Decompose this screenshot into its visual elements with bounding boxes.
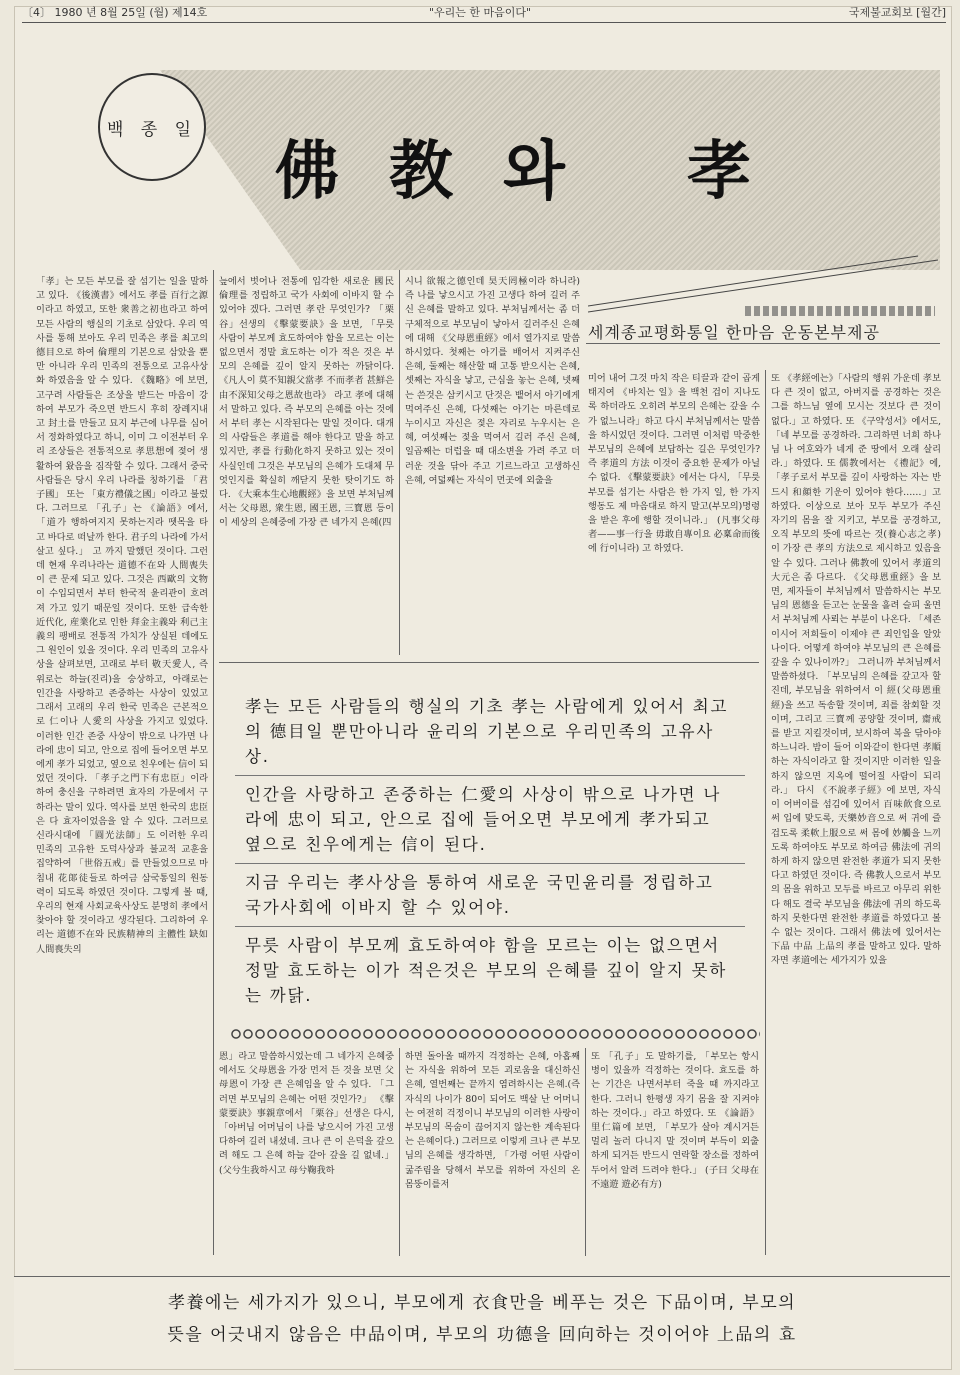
text-column-1: 「孝」는 모든 부모를 잘 섬기는 일을 말하고 있다. 《後漢書》에서도 孝를 百行之源이라고 하였고, 또한 衆善之初也라고 하여 모든 사람의 행실의 기초로 삼았다. 우리 역사를 통해 보아도 우리 민족은 孝를 최고의 德目으로 하여 倫理의 기본으로 삼았을 뿐만 아니라 우리 민족의 전통으로 고유사상화 하였음을 알 수 있다. 《魏略》에 보면, 고구려 사람들은 조상을 받드는 마음이 강하여 부모가 죽으면 반드시 후히 장례지내고 封土를 만들고 묘지 부근에 나무를 심어서 정화하였다고 하니, 이미 그 이전부터 우리 조상들은 전통적으로 孝思想에 젖어 생활하여 왔음을 짐작할 수 있다. 그래서 중국사람들은 당시 우리 나라를 칭하기를 「君子國」 또는 「東方禮儀之國」이라고 불렀다. 그러므로 「孔子」는 《論語》에서, 「道가 행하여지지 못하는지라 뗏목을 타고 바다로 떠날까 한다. 君子의 나라에 가서 살고 싶다.」 고 까지 말했던 것이다. 그런데 현재 우리나라는 道德不在와 人間喪失이 큰 문제 되고 있다. 그것은 西歐의 文物이 수입되면서 부터 한국적 윤리관이 흐려져 가고 있기 때문일 것이다. 또한 급속한 近代化, 産業化로 인한 拜金主義와 利己主義의 팽배로 전통적 가치가 상실된 데에도 그 원인이 있을 것이다. 우리 민족의 고유사상을 살펴보면, 고래로 부터 敬天愛人, 즉 위로는 하늘(진리)을 숭상하고, 아래로는 인간을 사랑하고 존중하는 사상이 있었고 그래서 고래의 우리 한국 민족은 근본적으로 仁이나 人愛의 사상을 가지고 있었다. 이러한 인간 존중 사상이 밖으로 나가면 나라에 忠이 되고, 안으로 집에 들어오면 부모에게 孝가 되었고, 옆으로 친우에는 信이 되었던 것이다. 「孝子之門下有忠臣」이라 하여 충신을 구하려면 효자의 가문에서 구하라는 말이 있다. 역사를 보면 한국의 忠臣은 다 효자이었음을 알 수 있다. 그러므로 신라시대에 「圓光法師」도 이러한 우리 민족의 고유한 도덕사상과 불교적 교훈을 집약하여 「世俗五戒」를 만들었으므로 마침내 花郞徒들로 하여금 삼국통일의 원동력이 되도록 하였던 것이다. 그렇게 볼 때, 우리의 현재 사회교육사상도 분명히 孝에서 찾아야 할 것이라고 생각된다. 그리하여 우리는 道德不在와 民族精神의 主體性 缺如 人間喪失의 [36,276,208,955]
column-rule [213,270,214,1255]
column-rule [765,370,766,1255]
pull-quote-text: 무릇 사람이 부모께 효도하여야 함을 모르는 이는 없으면서 정말 효도하는 이가 적은것은 부모의 은혜를 깊이 알지 못하는 까닭. [245,936,728,1005]
author-name: 백 종 일 [98,73,206,181]
pull-quote-text: 인간을 사랑하고 존중하는 仁愛의 사상이 밖으로 나가면 나라에 忠이 되고, 안으로 집에 들어오면 부모에게 孝가되고 옆으로 친우에게는 信이 된다. [245,785,722,854]
article-subtitle: 세계종교평화통일 한마음 운동본부제공 [588,323,880,342]
column-rule [399,270,400,655]
article-title: 佛教와 孝 [275,134,802,209]
pull-quote-block [235,688,745,776]
text-column-8: 또 「孔子」도 말하기를, 「부모는 항시 병이 있을까 걱정하는 것이다. 효도를 하는 기간은 나면서부터 죽을 때 까지라고 한다. 그러니 한평생 자기 몸을 잘 지켜야 하는 것이다.」라고 하였다. 또 《論語》里仁篇에 보면, 「부모가 살아 계시거든 멀리 놀러 다니지 말 것이며 부득이 외출하게 되거든 반드시 연락할 장소를 정하여 두어서 알려 드려야 한다.」 (子曰 父母在 不遠遊 遊必有方) [591,1051,759,1190]
chain-ornament [230,1028,760,1040]
pull-quote-block [235,927,745,1014]
text-column-3: 시니 欲報之德인데 昊天罔極이라 하니라) 즉 나를 낳으시고 가진 고생다 하여 길러 주신 은혜를 말하고 있다. 부처님께서는 좀 더 구체적으로 부모님이 낳아서 길러주신 은혜에 대해 《父母恩重經》에서 열가지로 말씀하시었다. 첫째는 아기를 배어서 지켜주신 은혜, 둘째는 해산할 때 고통 받으시는 은혜, 셋째는 자식을 낳고, 근심을 놓는 은혜, 넷째는 쓴것은 삼키시고 단것은 뱉어서 아기에게 먹여주신 은혜, 다섯째는 아기는 마른데로 누이시고 자신은 젖은 자리로 누우시는 은혜, 여섯째는 젖을 먹여서 길러 주신 은혜, 일곱째는 더럽을 때 대소변을 가려 주고 더러운 것을 닦아 주고 기르느라고 고생하신 은혜, 여덟째는 자식이 먼곳에 외출을 [405,276,580,486]
header-publication-name: 국제불교회보 [월간] [848,6,946,19]
pull-quote-text: 지금 우리는 孝사상을 통하여 새로운 국민윤리를 정립하고 국가사회에 이바지 할 수 있어야. [245,873,714,917]
pull-quote-top-rule [219,662,759,663]
subtitle-rule [586,343,940,344]
text-column-4: 미어 내어 그것 마치 작은 티끌과 같이 곱게 태지여 《바치는 일》을 백천 겁이 지나도록 하더라도 오히려 부모의 은혜는 갚을 수가 없느니라」하고 다시 부처님께서는 말씀을 하시었던 것이다. 그러면 이처럼 막중한 부모님의 은혜에 보답하는 길은 무엇인가? 즉 孝道의 方法 이것이 중요한 문제가 아닐 수 없다. 《擊蒙要訣》에서는 다시, 「무릇 부모를 섬기는 사람은 한 가지 일, 한 가지 행동도 제 마음대로 하지 말고(부모의)명령을 받은 후에 행할 것이니라.」 (凡事父母者——事一行을 毋敢自專이요 必稟命而後에 行이니라) 고 하였다. [588,373,760,555]
text-column-2: 늪에서 벗어나 전통에 입각한 새로운 國民倫理를 정립하고 국가 사회에 이바지 할 수 있어야 겠다. 그러면 孝란 무엇인가? 「栗谷」선생의 《擊蒙要訣》을 보면, 「무릇 사람이 부모께 효도하여야 함을 모르는 이는 없으면서 정말 효도하는 이가 적은 것은 부모의 은혜를 깊이 알지 못하는 까닭이다. 《凡人이 莫不知親父當孝 不而孝者 甚鮮은 由不深知父母之恩故也라》 라고 孝에 대해서 말하고 있다. 즉 부모의 은혜를 아는 것에서 부터 孝는 시작된다는 말일 것이다. 대개의 사람들은 孝道를 해야 한다고 말을 하고 있지만, 孝를 行動化하지 못하고 있는 것이 사실인데 그것은 부모님의 은혜가 도대체 무엇인지를 확실히 깨닫지 못한 탓이기도 하다. 《大乘本生心地觀經》을 보면 부처님께서는 父母恩, 衆生恩, 國王恩, 三寶恩 등이 이 세상의 은혜중에 가장 큰 네가지 은혜(四 [219,276,394,529]
column-rule [585,1048,586,1256]
column-rule [399,1048,400,1256]
pull-quote-text: 孝는 모든 사람들의 행실의 기초 孝는 사람에게 있어서 최고의 德目일 뿐만아니라 윤리의 기본으로 우리민족의 고유사상. [245,697,729,766]
subtitle-ornament [745,306,935,316]
header-rule [22,22,946,23]
pull-quote-block [235,864,745,927]
header-issue-info: 〔4〕 1980 년 8월 25일 (월) 제14호 [22,6,208,19]
bottom-summary-line-1: 孝養에는 세가지가 있으니, 부모에게 衣食만을 베푸는 것은 下品이며, 부모의 [167,1293,797,1313]
text-column-6: 恩」라고 말씀하시었는데 그 네가지 은혜중에서도 父母恩을 가장 먼저 든 것을 보면 父母恩이 가장 큰 은혜임을 알 수 있다. 「그러면 부모님의 은혜는 어떤 것인가?」 《擊蒙要訣》事親章에서 「栗谷」선생은 다시, 「아버님 어머님이 나를 낳으시어 가진 고생 다하여 길러 내셨네. 크나 큰 이 은덕을 갚으려 해도 그 은혜 하늘 같아 갚을 길 없네.」 (父兮生我하시고 母兮鞠我하 [219,1051,394,1176]
bottom-summary-band [14,1276,950,1369]
decorative-lines [588,254,938,314]
text-column-5: 또 《孝經에는》「사람의 행위 가운데 孝보다 큰 것이 없고, 아버지를 공경하는 것은 그를 하느님 옆에 모시는 것보다 큰 것이 없다.」고 하였다. 또 《구약성서》에서도, 「네 부모를 공경하라. 그리하면 너희 하나님 나 여호와가 네게 준 땅에서 오래 살리라.」하였다. 또 儒教에서는 《禮記》에, 「孝子로서 부모를 깊이 사랑하는 자는 반드시 和顔한 기운이 있어야 한다……」고 하였다. 이상으로 보아 모두 부모가 주신 자기의 몸을 잘 지키고, 부모를 공경하고, 오직 부모의 뜻에 따르는 것(養心志之孝)이 가장 큰 孝의 方法으로 제시하고 있음을 알 수 있다. 그러나 佛教에 있어서 孝道의 大元은 좀 다르다. 《父母恩重經》을 보면, 제자들이 부처님께서 말씀하시는 부모님의 恩德을 듣고는 눈물을 흘려 슬피 울면서 부처님께 사뢰는 부분이 나온다. 「세존이시어 저희들이 이제야 큰 죄인입을 알았나이다. 어떻게 하여야 부모님의 큰 은혜를 갚을 수 있나이까?」 그러니까 부처님께서 말씀하셨다. 「부모님의 은혜를 갚고자 할진데, 부모님을 위하여서 이 經(父母恩重經)을 쓰고 독송할 것이며, 죄를 참회할 것이며, 그리고 三寶께 공양할 것이며, 齋戒를 받고 지킬것이며, 보시하여 복을 닦아야 하느니라. 밤이 들어 이와같이 한다면 孝順하는 자식이라고 할 것이지만 이러한 일을 하지 않으면 지옥에 떨어질 사람이 되리라.」 다시 《不說孝子經》에 보면, 자식이 어버이를 섬김에 있어서 百味飮食으로 써 입에 맞도록, 天樂妙音으로 써 귀에 즐겁도록 柔軟上服으로 써 몸에 妙觸을 느끼도록 하여야도 부모로 하여금 佛法에 귀의하게 하지 않으면 완전한 孝道가 되지 못한다고 하였던 것이다. 즉 佛教人으로서 부모의 몸을 위하고 모두를 바르고 아무리 위한다 해도 결국 부모님을 佛法에 귀의 하도록 하지 못한다면 완전한 孝道를 하였다고 볼 수 없는 것이다. 그래서 佛法에 있어서는 下品 中品 上品의 孝를 말하고 있다. 말하자면 孝道에는 세가지가 있을 [771,373,941,967]
header-slogan: "우리는 한 마음이다" [428,6,532,19]
text-column-7: 하면 돌아올 때까지 걱정하는 은혜, 아홉째는 자식을 위하여 모든 괴로움을 대신하신 은혜, 열번째는 끝까지 염려하시는 은혜.(즉 자식의 나이가 80이 되어도 백살 난 어머니는 여전히 걱정이니 부모님의 이러한 사랑이 부모님의 목숨이 끊어지지 않는한 계속된다는 은혜이다.) 그러므로 이렇게 크나 큰 부모님의 은혜를 생각하면, 「가령 어떤 사람이 굶주림을 당해서 부모를 위하여 자신의 온 몸뚱이를저 [405,1051,580,1190]
bottom-summary-line-2: 뜻을 어긋내지 않음은 中品이며, 부모의 功德을 回向하는 것이어야 上品의 효 [167,1325,797,1345]
pull-quote-block [235,776,745,864]
pull-quote-box [235,688,745,1028]
